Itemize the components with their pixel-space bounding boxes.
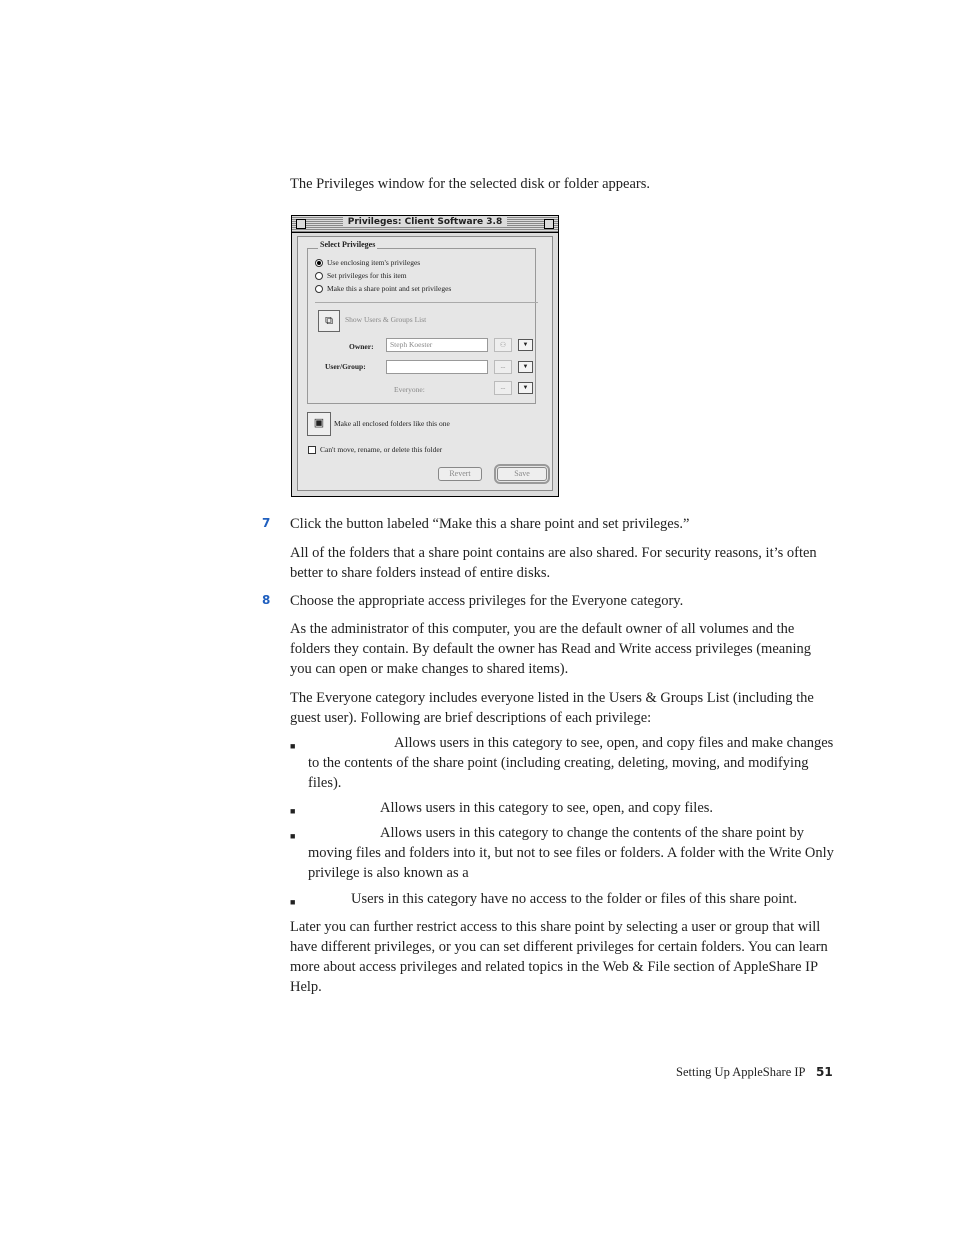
- zoom-box-icon[interactable]: [544, 219, 554, 229]
- cant-move-checkbox[interactable]: [308, 446, 316, 454]
- group-label: Select Privileges: [320, 240, 376, 249]
- radio-use-enclosing[interactable]: [315, 258, 420, 267]
- bullet-item: Allows users in this category to see, open, and copy files.: [380, 800, 714, 816]
- users-groups-icon[interactable]: ⧉: [318, 310, 340, 332]
- everyone-label: Everyone:: [394, 385, 425, 394]
- step-number: 7: [262, 516, 271, 530]
- step-paragraph: As the administrator of this computer, you are the default owner of all volumes and the folders they contain. By default the owner has Read and Write access privileges (meaning you can open or make changes to shared items).: [290, 621, 811, 677]
- usergroup-privileges[interactable]: --: [494, 360, 512, 374]
- owner-value: Steph Koester: [390, 340, 433, 349]
- make-all-label: Make all enclosed folders like this one: [334, 419, 450, 428]
- step-paragraph: All of the folders that a share point contains are also shared. For security reasons, it’s often better to share folders instead of entire disks.: [290, 545, 817, 581]
- owner-label: Owner:: [349, 342, 374, 351]
- everyone-paragraph: The Everyone category includes everyone listed in the Users & Groups List (including the guest user). Following are brief descriptions of each privilege:: [290, 690, 814, 726]
- group-divider: [315, 302, 538, 303]
- intro-text: The Privileges window for the selected disk or folder appears.: [290, 176, 650, 192]
- radio-make-share-point[interactable]: [315, 284, 451, 293]
- bullet-mark: ■: [290, 806, 296, 816]
- bullet-mark: ■: [290, 897, 296, 907]
- usergroup-label: User/Group:: [325, 362, 366, 371]
- closing-paragraph: Later you can further restrict access to this share point by selecting a user or group that will have different privileges, or you can set different privileges for certain folders. You can learn more about access privileges and related topics in the Web & File section of AppleShare IP Help.: [290, 919, 828, 995]
- radio-set-privileges[interactable]: [315, 271, 407, 280]
- step-text: Choose the appropriate access privileges for the Everyone category.: [290, 593, 684, 609]
- bullet-mark: ■: [290, 741, 296, 751]
- radio-selected-icon: [315, 259, 323, 267]
- revert-button[interactable]: Revert: [438, 467, 482, 481]
- step-number: 8: [262, 593, 271, 607]
- radio-label: Make this a share point and set privileges: [327, 284, 452, 293]
- make-all-folders-icon[interactable]: ▣: [307, 412, 331, 436]
- radio-label: Use enclosing item's privileges: [327, 258, 421, 267]
- bullet-item: Users in this category have no access to the folder or files of this share point.: [351, 891, 798, 907]
- window-titlebar: [292, 216, 558, 233]
- bullet-mark: ■: [290, 831, 296, 841]
- radio-icon: [315, 272, 323, 280]
- everyone-popup-arrow-icon[interactable]: ▼: [518, 382, 533, 394]
- bullet-item: Allows users in this category to see, open, and copy files and make changes to the contents of the share point (including creating, deleting, moving, and modifying files).: [308, 735, 834, 791]
- show-users-groups-label: Show Users & Groups List: [345, 315, 427, 324]
- save-button[interactable]: Save: [497, 467, 547, 481]
- radio-icon: [315, 285, 323, 293]
- cant-move-label: Can't move, rename, or delete this folder: [320, 445, 443, 454]
- owner-popup-arrow-icon[interactable]: ▼: [518, 339, 533, 351]
- footer-section: Setting Up AppleShare IP: [676, 1065, 806, 1079]
- step-text: Click the button labeled “Make this a share point and set privileges.”: [290, 516, 690, 532]
- usergroup-popup-arrow-icon[interactable]: ▼: [518, 361, 533, 373]
- usergroup-field[interactable]: [386, 360, 488, 374]
- owner-privileges-icon[interactable]: ⚇: [494, 338, 512, 352]
- radio-label: Set privileges for this item: [327, 271, 407, 280]
- window-title: Privileges: Client Software 3.8: [343, 217, 508, 227]
- owner-field[interactable]: [386, 338, 488, 352]
- everyone-privileges[interactable]: --: [494, 381, 512, 395]
- page-number: 51: [816, 1065, 833, 1079]
- bullet-item: Allows users in this category to change the contents of the share point by moving files and folders into it, but not to see files or folders. A folder with the Write Only privilege is also known as a: [308, 825, 834, 881]
